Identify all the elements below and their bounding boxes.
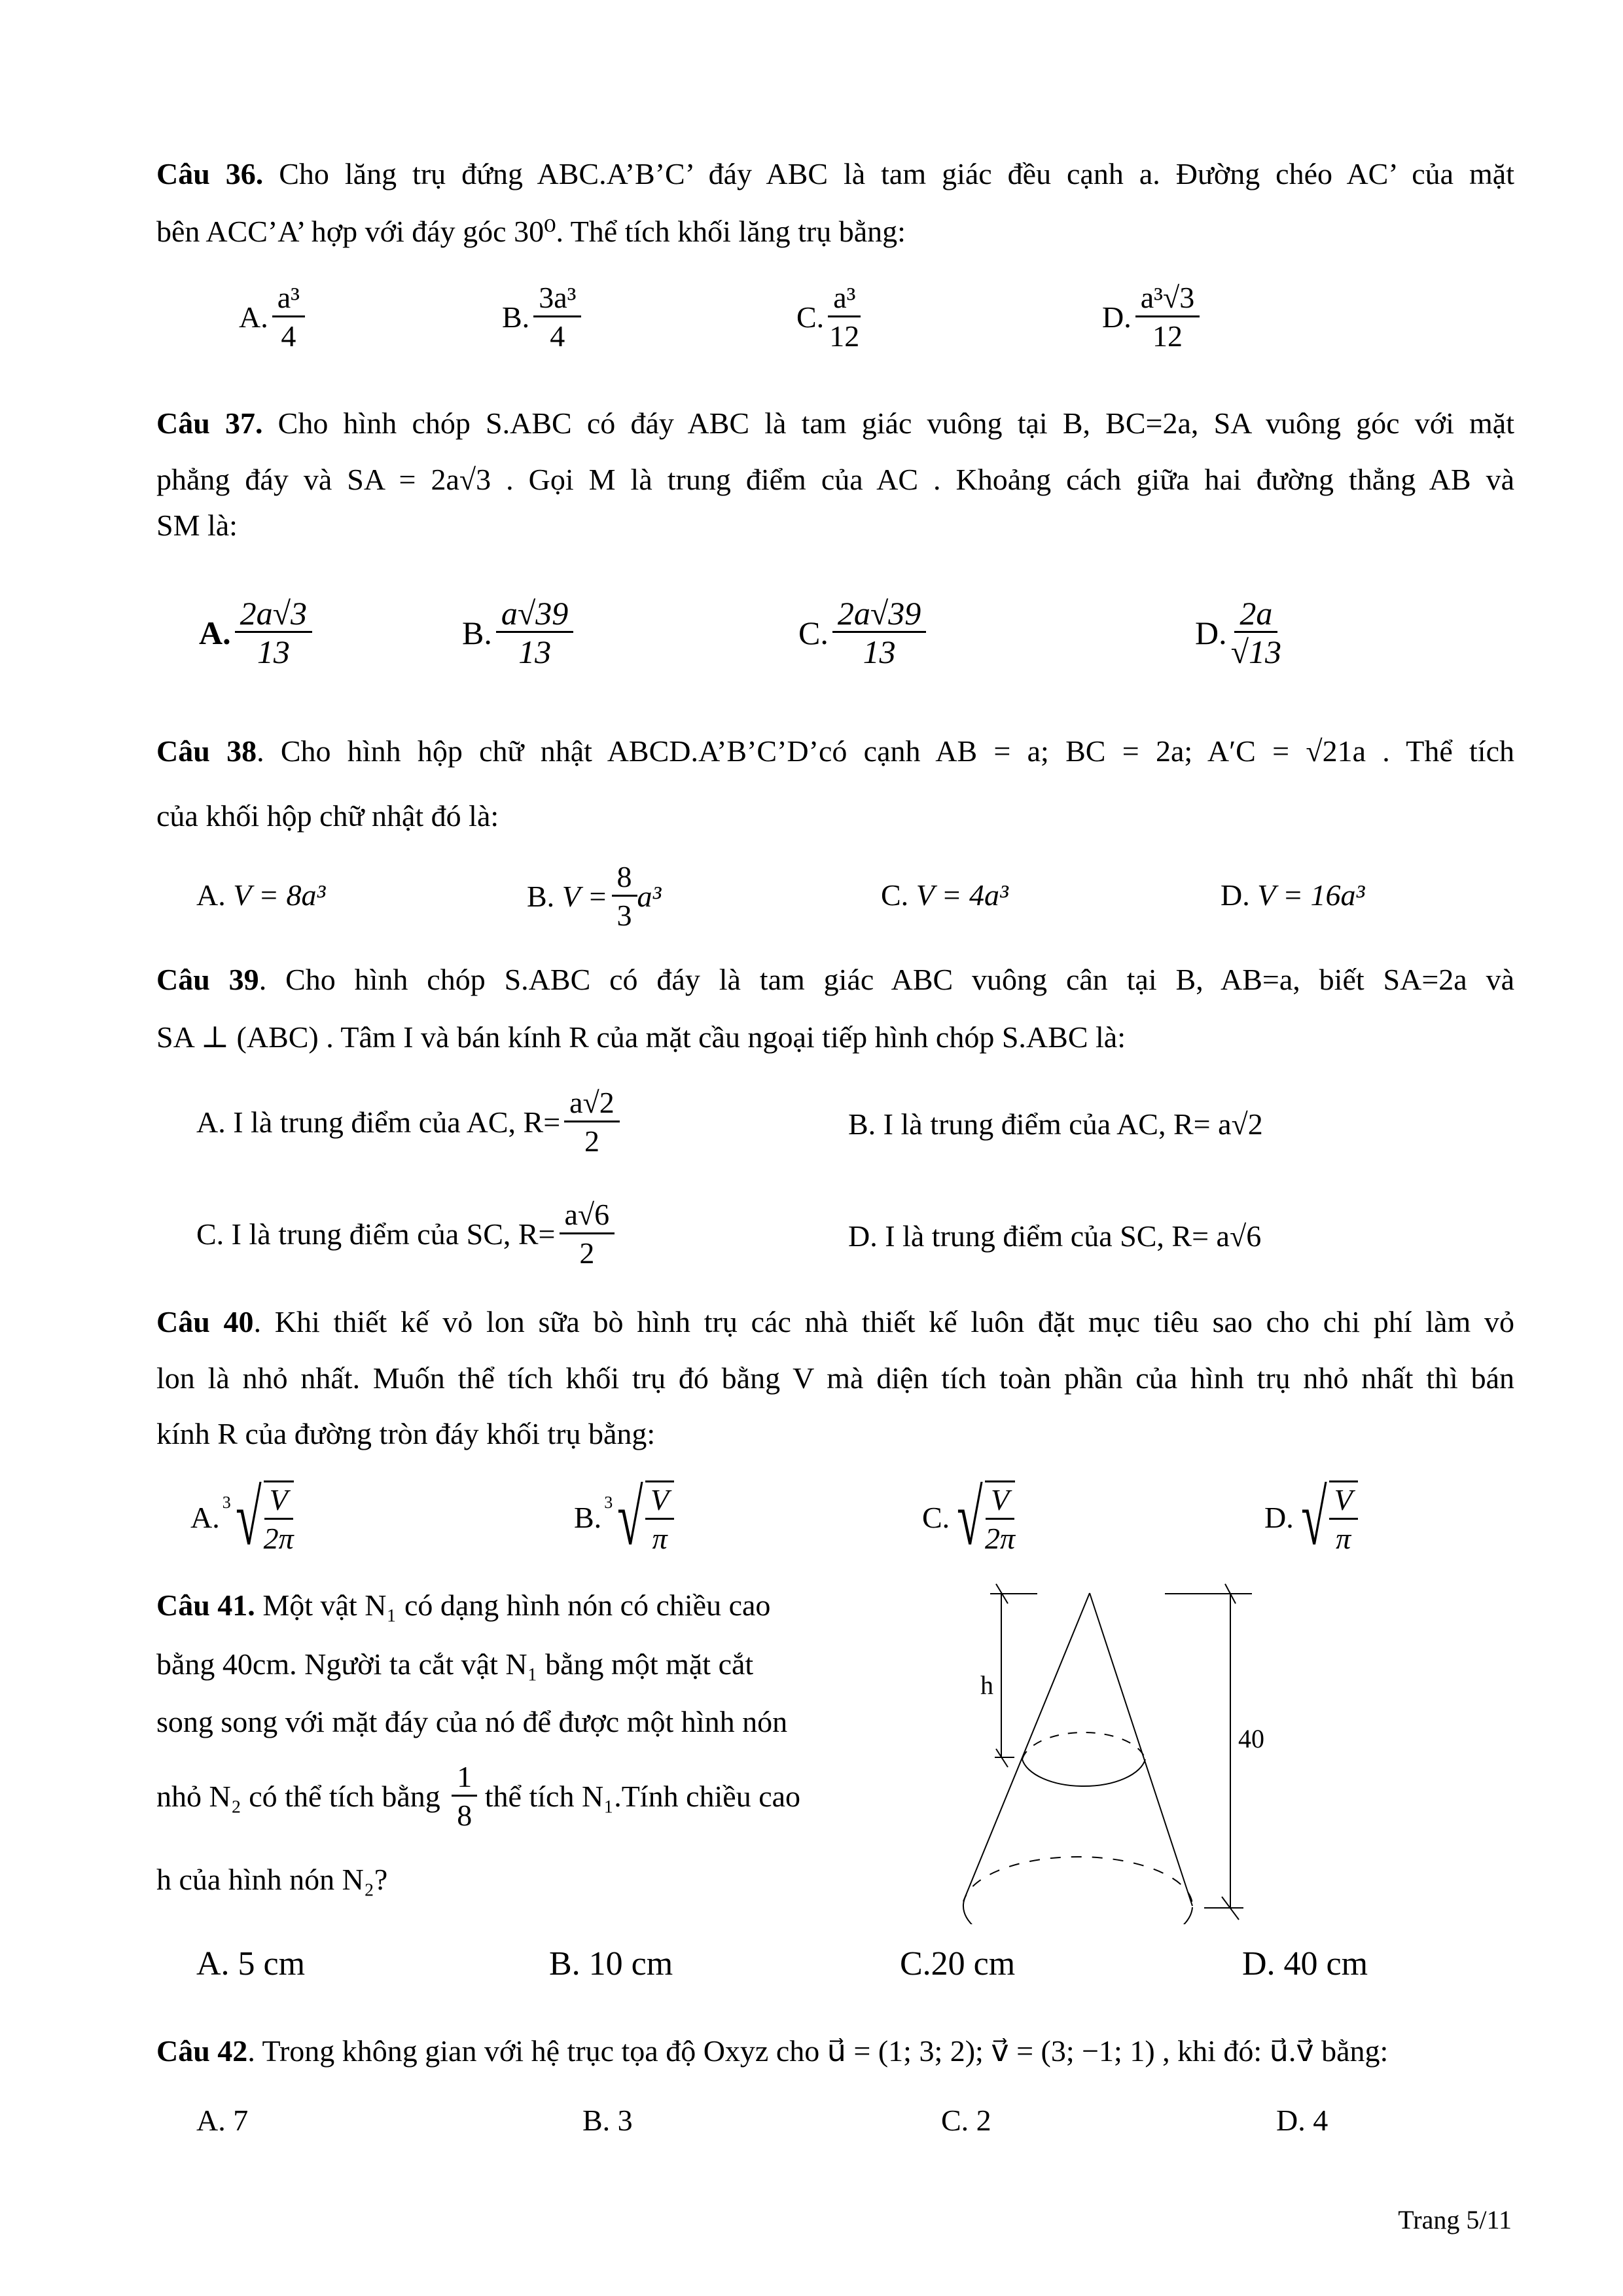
q37-label: Câu 37. xyxy=(156,406,263,440)
square-root: √ V 2π xyxy=(957,1474,1016,1561)
q36-option-a[interactable]: A. a³ 4 xyxy=(239,281,305,353)
q42-line1: Câu 42. Trong không gian với hệ trục tọa độ Oxyz cho u⃗ = (1; 3; 2); v⃗ = (3; −1; 1) , khi đó: u⃗.v⃗ bằng: xyxy=(156,2034,1389,2068)
q42-option-d[interactable]: D. 4 xyxy=(1276,2104,1329,2137)
q38-line2: của khối hộp chữ nhật đó là: xyxy=(156,799,499,833)
base-ellipse-front xyxy=(963,1905,1192,1924)
q40-line2: lon là nhỏ nhất. Muốn thể tích khối trụ đó bằng V mà diện tích toàn phần của hình trụ nhỏ nhất thì bán xyxy=(156,1361,1514,1395)
q40-line3: kính R của đường tròn đáy khối trụ bằng: xyxy=(156,1417,656,1450)
q36-text: Cho lăng trụ đứng ABC.A’B’C’ đáy ABC là tam giác đều cạnh a. Đường chéo AC’ của mặt xyxy=(263,157,1514,190)
q38-option-d[interactable]: D. V = 16a³ xyxy=(1221,878,1365,912)
q41-option-b[interactable]: B. 10 cm xyxy=(549,1945,673,1982)
q38-option-b[interactable]: B. V = $\frac{8}{3}$ a³ xyxy=(527,860,662,932)
q38-option-c[interactable]: C. V = 4a³ xyxy=(881,878,1008,912)
q42-option-b[interactable]: B. 3 xyxy=(582,2104,633,2137)
cone-left-edge xyxy=(963,1593,1090,1901)
q38-line1: Câu 38. Cho hình hộp chữ nhật ABCD.A’B’C’D’có cạnh AB = a; BC = 2a; A′C = √21a . Thể tích xyxy=(156,734,1514,768)
q37-line1: Câu 37. Cho hình chóp S.ABC có đáy ABC là tam giác vuông tại B, BC=2a, SA vuông góc với mặt xyxy=(156,406,1515,440)
q41-option-c[interactable]: C.20 cm xyxy=(900,1945,1016,1982)
q39-label: Câu 39 xyxy=(156,963,259,996)
q39-option-c[interactable]: C. I là trung điểm của SC, R= $\frac{a√6}{2}$ xyxy=(196,1198,615,1270)
q39-line2: SA ⊥ (ABC) . Tâm I và bán kính R của mặt cầu ngoại tiếp hình chóp S.ABC là: xyxy=(156,1020,1126,1054)
q41-line2: bằng 40cm. Người ta cắt vật N₁ bằng một mặt cắt xyxy=(156,1647,754,1681)
q42-option-c[interactable]: C. 2 xyxy=(941,2104,991,2137)
q37-option-a[interactable]: A. 2a√3 13 xyxy=(199,597,312,668)
q41-line1: Câu 41. Một vật N₁ có dạng hình nón có chiều cao xyxy=(156,1588,771,1622)
q40-option-c[interactable]: C. √ V 2π xyxy=(922,1474,1016,1561)
cube-root: 3 √ V π xyxy=(604,1480,674,1555)
q36-label: Câu 36. xyxy=(156,157,264,190)
square-root: √ V π xyxy=(1296,1480,1358,1555)
q39-option-a[interactable]: A. I là trung điểm của AC, R= $\frac{a√2}{2}$ xyxy=(196,1086,620,1158)
q41-label: Câu 41. xyxy=(156,1588,255,1622)
q36-option-d[interactable]: D. a³√3 12 xyxy=(1102,281,1200,353)
small-ellipse-back xyxy=(1022,1732,1145,1759)
q39-option-b[interactable]: B. I là trung điểm của AC, R= a√2 xyxy=(848,1107,1263,1141)
q40-line1: Câu 40. Khi thiết kế vỏ lon sữa bò hình trụ các nhà thiết kế luôn đặt mục tiêu sao cho chi phí làm vỏ xyxy=(156,1305,1514,1338)
q39-option-d[interactable]: D. I là trung điểm của SC, R= a√6 xyxy=(848,1219,1262,1253)
q40-option-a[interactable]: A. 3 √ V 2π xyxy=(190,1474,294,1561)
q40-option-d[interactable]: D. √ V π xyxy=(1264,1480,1358,1555)
page-number: Trang 5/11 xyxy=(1398,2205,1512,2234)
q42-label: Câu 42 xyxy=(156,2034,248,2068)
q37-option-d[interactable]: D. 2a √13 xyxy=(1195,595,1282,670)
q38-option-a[interactable]: A. V = 8a³ xyxy=(196,878,326,912)
q40-option-b[interactable]: B. 3 √ V π xyxy=(574,1480,674,1555)
height-label: 40 xyxy=(1238,1724,1264,1753)
q40-label: Câu 40 xyxy=(156,1305,254,1338)
base-ellipse-back xyxy=(963,1857,1192,1907)
cone-right-edge xyxy=(1090,1593,1192,1906)
q36-option-c[interactable]: C. a³ 12 xyxy=(796,281,861,353)
q41-option-a[interactable]: A. 5 cm xyxy=(196,1945,306,1982)
q36-line2: bên ACC’A’ hợp với đáy góc 30⁰. Thể tích khối lăng trụ bằng: xyxy=(156,215,906,248)
cube-root: 3 √ V 2π xyxy=(222,1474,294,1561)
q37-line2: phẳng đáy và SA = 2a√3 . Gọi M là trung điểm của AC . Khoảng cách giữa hai đường thẳng AB và xyxy=(156,463,1514,496)
q41-option-d[interactable]: D. 40 cm xyxy=(1242,1945,1368,1982)
q36-option-b[interactable]: B. 3a³ 4 xyxy=(502,281,581,353)
h-label: h xyxy=(980,1670,993,1700)
q42-option-a[interactable]: A. 7 xyxy=(196,2104,249,2137)
q36-line1 xyxy=(156,157,1514,191)
cone-figure xyxy=(916,1558,1374,1924)
q41-line3: song song với mặt đáy của nó để được một hình nón xyxy=(156,1705,788,1738)
q37-option-b[interactable]: B. a√39 13 xyxy=(462,597,573,668)
q41-line4: nhỏ N₂ có thể tích bằng 1 8 thể tích N₁.Tính chiều cao xyxy=(156,1760,801,1832)
q37-option-c[interactable]: C. 2a√39 13 xyxy=(798,597,926,668)
q39-line1: Câu 39. Cho hình chóp S.ABC có đáy là tam giác ABC vuông cân tại B, AB=a, biết SA=2a và xyxy=(156,963,1514,996)
q37-line3: SM là: xyxy=(156,509,238,542)
small-ellipse-front xyxy=(1022,1759,1145,1786)
q41-line5: h của hình nón N₂? xyxy=(156,1863,388,1896)
q38-label: Câu 38 xyxy=(156,734,257,768)
